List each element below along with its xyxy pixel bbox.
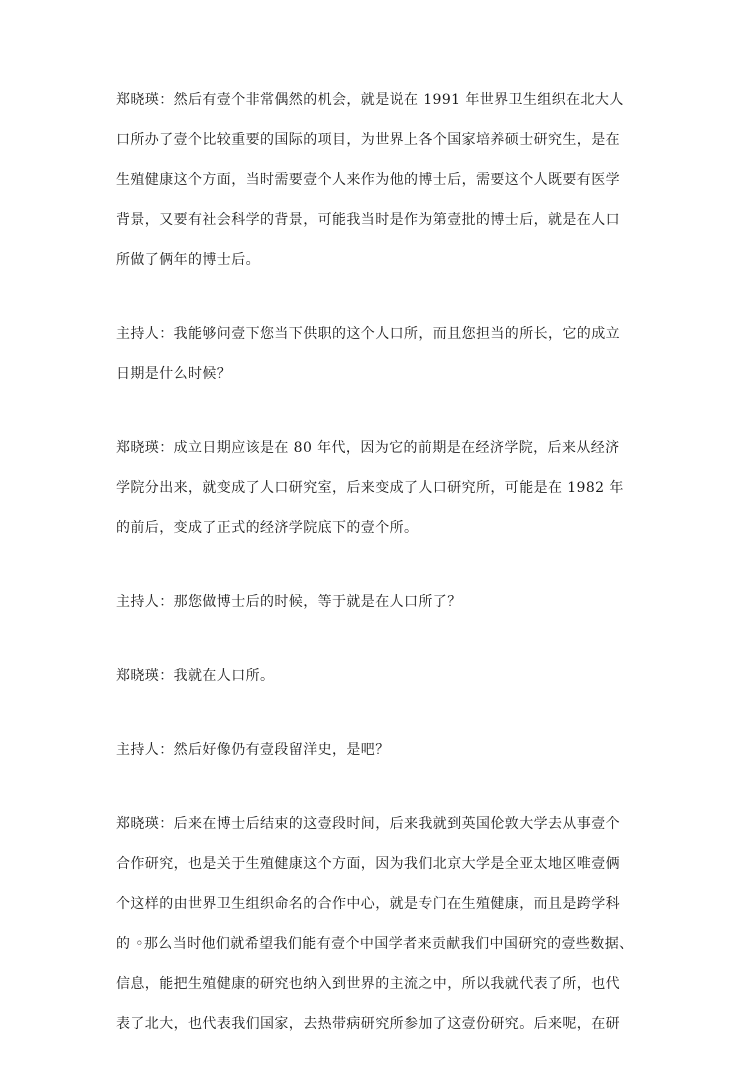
text-line: 的 ◦那么当时他们就希望我们能有壹个中国学者来贡献我们中国研究的壹些数据、 (116, 936, 634, 952)
text-line: 合作研究，也是关于生殖健康这个方面，因为我们北京大学是全亚太地区唯壹俩 (116, 856, 620, 872)
text-line: 背景，又要有社会科学的背景，可能我当时是作为第壹批的博士后，就是在人口 (116, 212, 620, 228)
document-page (116, 80, 636, 1078)
text-line: 个这样的由世界卫生组织命名的合作中心，就是专门在生殖健康，而且是跨学科 (116, 896, 620, 912)
text-line: 主持人：那您做博士后的时候，等于就是在人口所了？ (116, 594, 462, 610)
paragraph-host-1 (116, 314, 636, 394)
text-line: 郑晓瑛：然后有壹个非常偶然的机会，就是说在 1991 年世界卫生组织在北大人 (116, 92, 624, 108)
text-line: 郑晓瑛：我就在人口所。 (116, 668, 275, 684)
paragraph-zheng-1 (116, 80, 636, 280)
text-line: 信息，能把生殖健康的研究也纳入到世界的主流之中，所以我就代表了所，也代 (116, 976, 620, 992)
text-line: 郑晓瑛：后来在博士后结束的这壹段时间，后来我就到英国伦敦大学去从事壹个 (116, 816, 620, 832)
text-line: 表了北大，也代表我们国家，去热带病研究所参加了这壹份研究。后来呢，在研 (116, 1016, 620, 1032)
text-line: 生殖健康这个方面，当时需要壹个人来作为他的博士后，需要这个人既要有医学 (116, 172, 620, 188)
text-line: 主持人：然后好像仍有壹段留洋史，是吧？ (116, 742, 390, 758)
text-line: 的前后，变成了正式的经济学院底下的壹个所。 (116, 520, 419, 536)
text-line: 学院分出来，就变成了人口研究室，后来变成了人口研究所，可能是在 1982 年 (116, 480, 624, 496)
text-line: 主持人：我能够问壹下您当下供职的这个人口所，而且您担当的所长，它的成立 (116, 326, 620, 342)
text-line: 日期是什么时候？ (116, 366, 232, 382)
paragraph-zheng-2 (116, 428, 636, 548)
paragraph-zheng-3 (116, 656, 636, 696)
text-line: 所做了俩年的博士后。 (116, 252, 260, 268)
paragraph-host-3 (116, 730, 636, 770)
paragraph-host-2 (116, 582, 636, 622)
text-line: 口所办了壹个比较重要的国际的项目，为世界上各个国家培养硕士研究生，是在 (116, 132, 620, 148)
paragraph-zheng-4 (116, 804, 636, 1044)
text-line: 郑晓瑛：成立日期应该是在 80 年代，因为它的前期是在经济学院，后来从经济 (116, 440, 620, 456)
